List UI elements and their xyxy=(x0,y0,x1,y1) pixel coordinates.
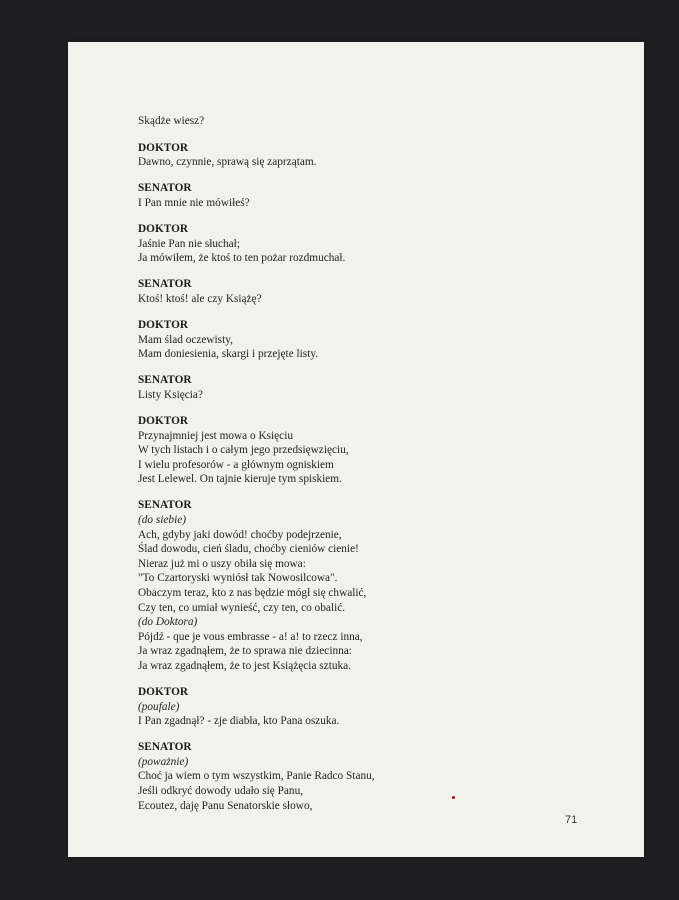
text-line: Czy ten, co umiał wynieść, czy ten, co obalić. xyxy=(138,601,346,614)
text-line: I wielu profesorów - a głównym ogniskiem xyxy=(138,458,334,471)
text-line: Dawno, czynnie, sprawą się zaprzątam. xyxy=(138,156,317,169)
dialogue-block xyxy=(138,740,608,813)
text-line: I Pan zgadnął? - zje diabła, kto Pana oszuka. xyxy=(138,715,340,728)
text-line: I Pan mnie nie mówiłeś? xyxy=(138,196,250,209)
text-line: Mam ślad oczewisty, xyxy=(138,333,233,346)
stage-direction: (poufale) xyxy=(138,700,180,713)
dialogue-text xyxy=(138,114,608,825)
ink-speck xyxy=(452,796,455,799)
text-line: Ktoś! ktoś! ale czy Książę? xyxy=(138,292,262,305)
dialogue-block xyxy=(138,685,608,729)
text-line: Pójdź - que je vous embrasse - a! a! to rzecz inna, xyxy=(138,630,363,643)
text-line: Skądże wiesz? xyxy=(138,115,205,127)
text-line: Przynajmniej jest mowa o Księciu xyxy=(138,429,293,442)
text-line: Ecoutez, daję Panu Senatorskie słowo, xyxy=(138,799,313,812)
text-line: Obaczym teraz, kto z nas będzie mógł się chwalić, xyxy=(138,586,367,599)
stage-direction: (do Doktora) xyxy=(138,616,198,629)
speaker-name: DOKTOR xyxy=(138,686,189,698)
text-line: Nieraz już mi o uszy obiła się mowa: xyxy=(138,557,306,570)
text-line: Jest Lelewel. On tajnie kieruje tym spiskiem. xyxy=(138,473,342,486)
dialogue-block xyxy=(138,414,608,487)
speaker-name: DOKTOR xyxy=(138,318,189,331)
text-line: Choć ja wiem o tym wszystkim, Panie Radco Stanu, xyxy=(138,770,375,783)
page-number: 71 xyxy=(565,814,578,826)
dialogue-block xyxy=(138,498,608,673)
dialogue-block xyxy=(138,277,608,306)
document-page xyxy=(68,42,644,857)
stage-direction: (do siebie) xyxy=(138,513,186,526)
opening-line xyxy=(138,114,608,129)
text-line: Ślad dowodu, cień śladu, choćby cieniów cienie! xyxy=(138,543,359,556)
dialogue-block xyxy=(138,318,608,362)
speaker-name: SENATOR xyxy=(138,374,192,387)
text-line: Mam doniesienia, skargi i przejęte listy. xyxy=(138,348,319,361)
speaker-name: SENATOR xyxy=(138,182,192,195)
text-line: Jeśli odkryć dowody udało się Panu, xyxy=(138,785,304,798)
dialogue-block xyxy=(138,181,608,210)
text-line: Listy Księcia? xyxy=(138,388,203,401)
stage-direction: (poważnie) xyxy=(138,755,189,768)
text-line: Ja mówiłem, że ktoś to ten pożar rozdmuchał. xyxy=(138,252,346,265)
text-line: Jaśnie Pan nie słuchał; xyxy=(138,237,240,250)
text-line: Ja wraz zgadnąłem, że to jest Książęcia sztuka. xyxy=(138,659,351,672)
speaker-name: SENATOR xyxy=(138,278,192,291)
dialogue-blocks xyxy=(138,141,608,814)
speaker-name: SENATOR xyxy=(138,499,192,512)
text-line: Ach, gdyby jaki dowód! choćby podejrzenie, xyxy=(138,528,342,541)
dialogue-block xyxy=(138,141,608,170)
speaker-name: SENATOR xyxy=(138,741,192,754)
text-line: Ja wraz zgadnąłem, że to sprawa nie dziecinna: xyxy=(138,645,352,658)
text-line: W tych listach i o całym jego przedsięwzięciu, xyxy=(138,444,349,457)
dialogue-block xyxy=(138,222,608,266)
text-line: "To Czartoryski wyniósł tak Nowosilcowa". xyxy=(138,572,338,585)
speaker-name: DOKTOR xyxy=(138,141,189,154)
speaker-name: DOKTOR xyxy=(138,414,189,427)
dialogue-block xyxy=(138,373,608,402)
speaker-name: DOKTOR xyxy=(138,222,189,235)
